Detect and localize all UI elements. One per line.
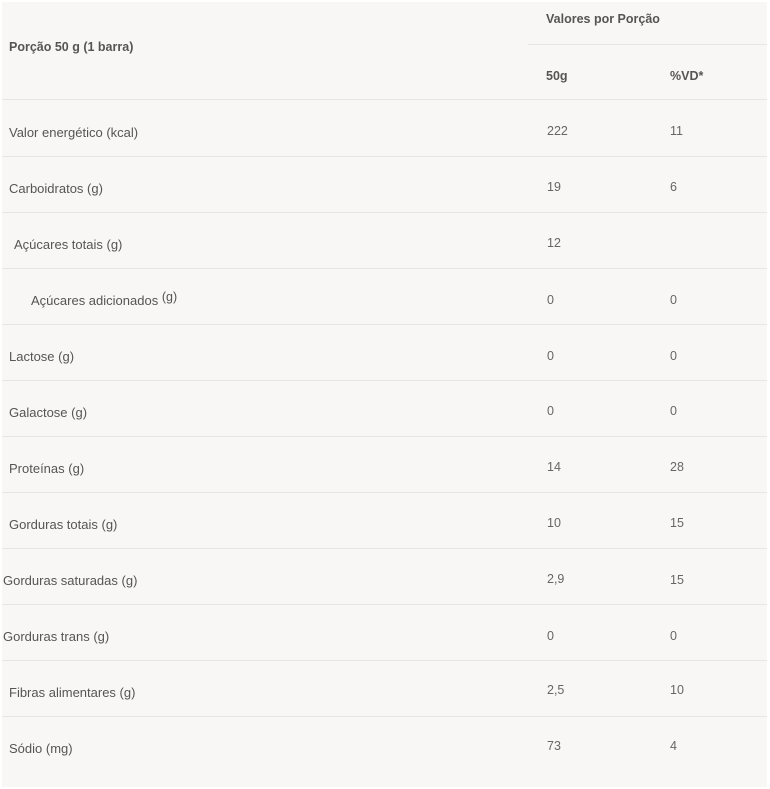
nutrient-amount: 10 bbox=[547, 516, 561, 530]
nutrient-amount: 222 bbox=[547, 124, 568, 138]
nutrient-amount: 0 bbox=[547, 349, 554, 363]
table-row bbox=[2, 437, 767, 493]
table-row bbox=[2, 269, 767, 325]
nutrient-label: Açúcares adicionados $^{(g)}$ bbox=[31, 290, 178, 308]
nutrient-daily-value: 10 bbox=[670, 683, 684, 697]
table-row bbox=[2, 549, 767, 605]
nutrition-table bbox=[2, 2, 767, 787]
nutrient-amount: 14 bbox=[547, 460, 561, 474]
nutrient-daily-value: 0 bbox=[670, 629, 677, 643]
nutrient-daily-value: 11 bbox=[670, 124, 683, 138]
table-row bbox=[2, 605, 767, 661]
nutrient-amount: 2,5 bbox=[547, 683, 565, 697]
table-row bbox=[2, 213, 767, 269]
nutrient-daily-value: 6 bbox=[670, 180, 677, 194]
nutrient-daily-value: 15 bbox=[670, 516, 684, 530]
nutrient-daily-value: 28 bbox=[670, 460, 684, 474]
header-divider bbox=[528, 44, 767, 45]
table-row bbox=[2, 325, 767, 381]
serving-size-header: Porção 50 g (1 barra) bbox=[9, 40, 134, 54]
nutrient-label: Carboidratos (g) bbox=[9, 181, 103, 196]
table-row bbox=[2, 717, 767, 773]
nutrient-label: Gorduras totais (g) bbox=[9, 517, 118, 532]
nutrient-label: Gorduras saturadas (g) bbox=[3, 573, 138, 588]
nutrient-amount: 0 bbox=[547, 293, 554, 307]
table-row bbox=[2, 381, 767, 437]
values-per-serving-header: Valores por Porção bbox=[546, 12, 660, 26]
nutrient-label: Açúcares totais (g) bbox=[14, 237, 123, 252]
nutrient-amount: 12 bbox=[547, 236, 561, 250]
nutrient-label: Lactose (g) bbox=[9, 349, 75, 364]
nutrient-daily-value: 0 bbox=[670, 404, 677, 418]
nutrient-daily-value: 0 bbox=[670, 293, 677, 307]
nutrient-label: Valor energético (kcal) bbox=[9, 125, 139, 140]
table-row bbox=[2, 100, 767, 156]
nutrient-amount: 0 bbox=[547, 629, 554, 643]
table-row bbox=[2, 493, 767, 549]
nutrient-daily-value: 0 bbox=[670, 349, 677, 363]
amount-column-header: 50g bbox=[546, 69, 568, 83]
daily-value-column-header: %VD* bbox=[670, 69, 704, 83]
table-row bbox=[2, 661, 767, 717]
nutrient-amount: 0 bbox=[547, 404, 554, 418]
nutrient-amount: 2,9 bbox=[547, 572, 565, 586]
nutrient-label: Sódio (mg) bbox=[9, 741, 73, 756]
nutrient-amount: 19 bbox=[547, 180, 561, 194]
nutrient-daily-value: 4 bbox=[670, 739, 677, 753]
nutrient-amount: 73 bbox=[547, 739, 561, 753]
nutrient-label: Proteínas (g) bbox=[9, 461, 85, 476]
nutrient-label: Gorduras trans (g) bbox=[3, 629, 110, 644]
nutrient-label: Galactose (g) bbox=[9, 405, 88, 420]
nutrient-label: Fibras alimentares (g) bbox=[9, 685, 136, 700]
nutrient-daily-value: 15 bbox=[670, 573, 684, 587]
table-row bbox=[2, 157, 767, 213]
